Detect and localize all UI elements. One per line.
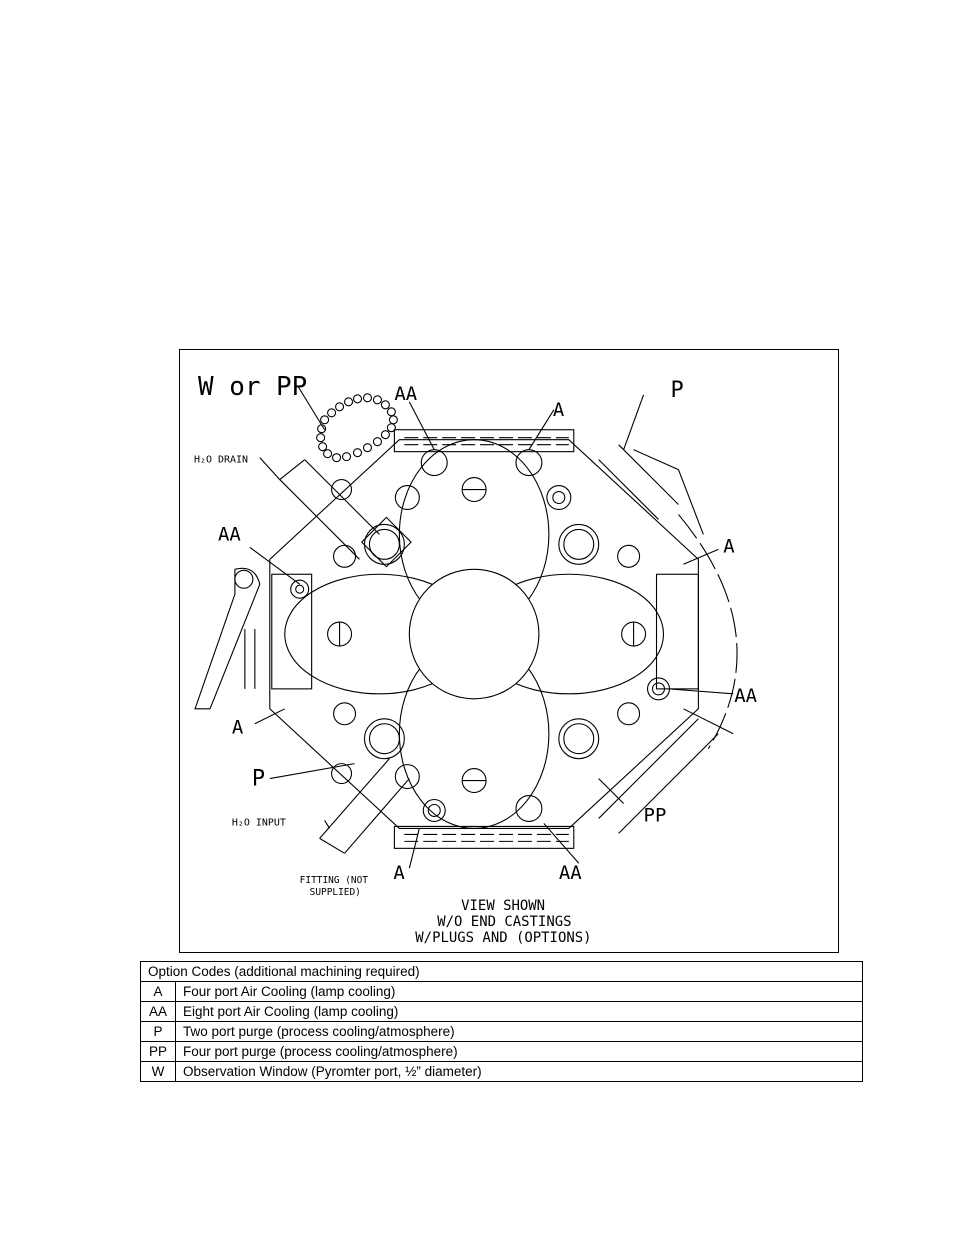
table-row xyxy=(141,1002,863,1022)
technical-drawing xyxy=(179,349,839,953)
option-code: AA xyxy=(141,1002,176,1022)
label-a-right: A xyxy=(723,535,735,558)
option-description: Observation Window (Pyromter port, ½” diameter) xyxy=(176,1062,863,1082)
option-description: Eight port Air Cooling (lamp cooling) xyxy=(176,1002,863,1022)
label-aa-right: AA xyxy=(734,684,758,707)
bead-chain xyxy=(317,394,398,462)
drawing-geometry xyxy=(195,386,737,868)
label-a-top: A xyxy=(552,398,565,421)
label-pp-right: PP xyxy=(643,804,667,827)
bottom-plate xyxy=(394,826,573,848)
clamp-lever xyxy=(195,568,260,709)
caption-line2: W/O END CASTINGS xyxy=(437,914,572,931)
option-description: Four port Air Cooling (lamp cooling) xyxy=(176,982,863,1002)
table-header-row xyxy=(141,962,863,982)
center-chamber xyxy=(409,569,539,699)
label-a-bottom: A xyxy=(393,862,405,885)
drain-fitting-top-left xyxy=(280,460,411,567)
option-code: P xyxy=(141,1022,176,1042)
table-header: Option Codes (additional machining required) xyxy=(141,962,863,982)
label-p-left: P xyxy=(251,766,266,792)
option-codes-table xyxy=(140,961,863,1082)
option-code: PP xyxy=(141,1042,176,1062)
caption-line1: VIEW SHOWN xyxy=(461,898,546,915)
label-p-top: P xyxy=(670,377,684,403)
right-block xyxy=(657,574,699,689)
option-description: Four port purge (process cooling/atmosphere) xyxy=(176,1042,863,1062)
label-a-left: A xyxy=(231,716,244,739)
purge-tube-top-right xyxy=(599,445,704,535)
label-aa-top: AA xyxy=(394,382,418,405)
label-fitting-line2: SUPPLIED) xyxy=(309,887,361,899)
option-code: W xyxy=(141,1062,176,1082)
caption-line3: W/PLUGS AND (OPTIONS) xyxy=(415,930,592,947)
table-row xyxy=(141,1022,863,1042)
label-w-or-pp: W or PP xyxy=(198,371,308,402)
option-code: A xyxy=(141,982,176,1002)
drawing-svg xyxy=(180,350,838,952)
table-row xyxy=(141,1042,863,1062)
table-row xyxy=(141,982,863,1002)
label-fitting-line1: FITTING (NOT xyxy=(299,875,368,887)
label-aa-bottom: AA xyxy=(558,862,582,885)
label-aa-left: AA xyxy=(217,523,241,546)
option-description: Two port purge (process cooling/atmosphere) xyxy=(176,1022,863,1042)
table-row xyxy=(141,1062,863,1082)
label-h2o-input: H₂O INPUT xyxy=(231,817,286,829)
label-h2o-drain: H₂O DRAIN xyxy=(194,454,248,466)
